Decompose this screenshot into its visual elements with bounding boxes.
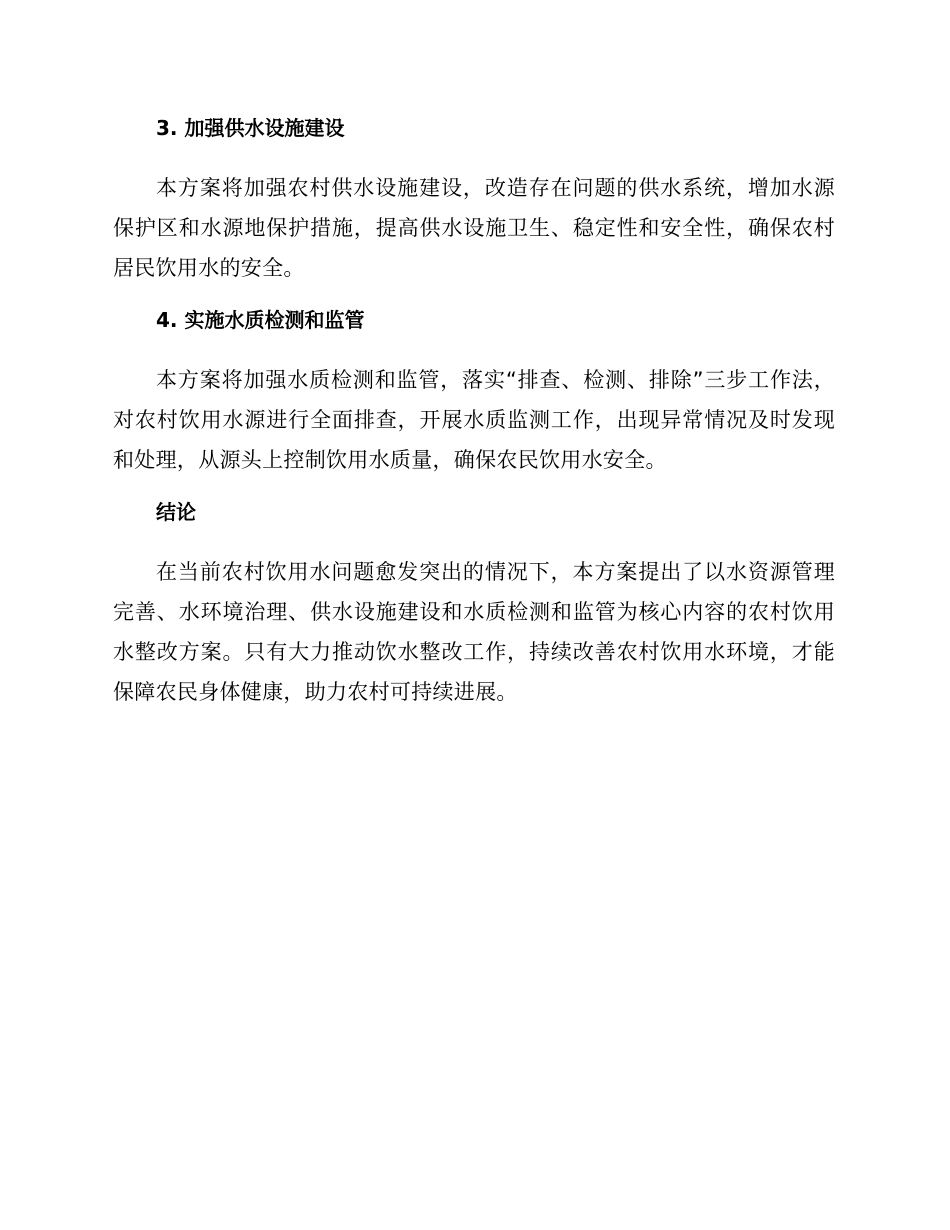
document-content [113,113,835,712]
section-heading-facilities: 3. 加强供水设施建设 [156,116,345,140]
section-body-conclusion: 在当前农村饮用水问题愈发突出的情况下，本方案提出了以水资源管理完善、水环境治理、供水设施建设和水质检测和监管为核心内容的农村饮用水整改方案。只有大力推动饮水整改工作，持续改善农村饮用水环境，才能保障农民身体健康，助力农村可持续进展。 [113,560,835,704]
section-heading-conclusion: 结论 [156,500,196,524]
section-heading-water-quality: 4. 实施水质检测和监管 [156,308,365,332]
section-body-facilities: 本方案将加强农村供水设施建设，改造存在问题的供水系统，增加水源保护区和水源地保护措施，提高供水设施卫生、稳定性和安全性，确保农村居民饮用水的安全。 [113,176,835,280]
section-body-water-quality: 本方案将加强水质检测和监管，落实“排查、检测、排除”三步工作法，对农村饮用水源进行全面排查，开展水质监测工作，出现异常情况及时发现和处理，从源头上控制饮用水质量，确保农民饮用水安全。 [113,368,835,472]
